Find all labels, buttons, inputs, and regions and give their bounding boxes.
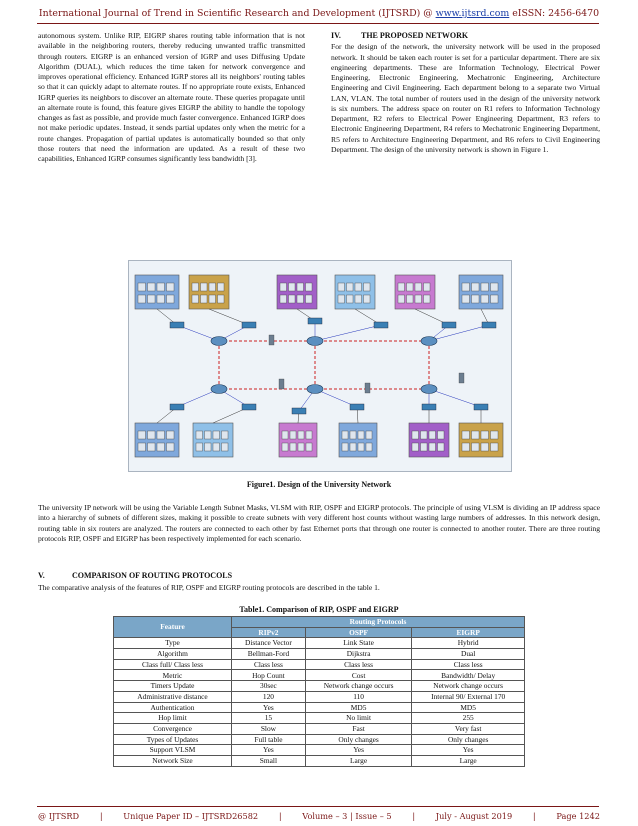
- pc-icon: [462, 443, 470, 451]
- pc-icon: [205, 431, 212, 439]
- section-5-title: COMPARISON OF ROUTING PROTOCOLS: [72, 571, 233, 580]
- pc-icon: [415, 283, 422, 291]
- pc-icon: [289, 295, 296, 303]
- footer-rule: [37, 806, 599, 807]
- value-cell: Yes: [412, 745, 525, 756]
- table-row: [114, 681, 525, 692]
- feature-cell: Timers Update: [114, 681, 232, 692]
- pc-icon: [167, 295, 175, 303]
- value-cell: 30sec: [232, 681, 306, 692]
- table-row: [114, 638, 525, 649]
- pc-icon: [167, 283, 175, 291]
- network-figure: [128, 260, 512, 472]
- value-cell: Slow: [232, 723, 306, 734]
- pc-icon: [213, 443, 220, 451]
- network-diagram: [129, 261, 511, 471]
- pc-icon: [462, 283, 470, 291]
- table-row: [114, 670, 525, 681]
- pc-icon: [429, 431, 436, 439]
- pc-icon: [358, 431, 364, 439]
- vlan-box: [135, 275, 179, 309]
- table-caption: Table1. Comparison of RIP, OSPF and EIGRP: [239, 605, 399, 614]
- router-icon: [421, 337, 437, 346]
- protocols-group-header: Routing Protocols: [232, 617, 525, 628]
- pc-icon: [192, 283, 199, 291]
- protocol-header: OSPF: [305, 627, 412, 638]
- vlan-box: [395, 275, 435, 309]
- pc-icon: [355, 283, 362, 291]
- pc-icon: [421, 443, 428, 451]
- table-row: [114, 734, 525, 745]
- pc-icon: [491, 295, 499, 303]
- switch-icon: [442, 322, 456, 328]
- pc-icon: [298, 431, 304, 439]
- value-cell: 110: [305, 691, 412, 702]
- pc-icon: [192, 295, 199, 303]
- pc-icon: [201, 295, 208, 303]
- pc-icon: [289, 283, 296, 291]
- pc-icon: [157, 443, 165, 451]
- page-footer: [38, 811, 600, 821]
- pc-icon: [222, 431, 229, 439]
- comparison-table: [113, 616, 525, 767]
- pc-icon: [472, 283, 480, 291]
- pc-icon: [218, 295, 225, 303]
- feature-cell: Administrative distance: [114, 691, 232, 702]
- footer-volume: Volume – 3 | Issue – 5: [302, 811, 392, 821]
- section-5-number: V.: [38, 571, 45, 580]
- pc-icon: [364, 283, 371, 291]
- pc-icon: [491, 443, 499, 451]
- table-row: [114, 745, 525, 756]
- pc-icon: [290, 431, 296, 439]
- pc-icon: [412, 431, 419, 439]
- pc-icon: [366, 431, 372, 439]
- value-cell: Only changes: [305, 734, 412, 745]
- value-cell: 120: [232, 691, 306, 702]
- switch-icon: [374, 322, 388, 328]
- server-icon: [279, 379, 284, 389]
- pc-icon: [138, 295, 146, 303]
- pc-icon: [472, 443, 480, 451]
- value-cell: Class less: [305, 659, 412, 670]
- switch-icon: [308, 318, 322, 324]
- pc-icon: [424, 283, 431, 291]
- switch-icon: [170, 404, 184, 410]
- router-icon: [307, 337, 323, 346]
- pc-icon: [157, 295, 165, 303]
- router-icon: [421, 385, 437, 394]
- value-cell: Yes: [305, 745, 412, 756]
- pc-icon: [415, 295, 422, 303]
- pc-icon: [167, 443, 175, 451]
- table-row: [114, 723, 525, 734]
- pc-icon: [306, 283, 313, 291]
- feature-cell: Network Size: [114, 755, 232, 766]
- vlan-box: [135, 423, 179, 457]
- pc-icon: [350, 443, 356, 451]
- value-cell: Network change occurs: [412, 681, 525, 692]
- pc-icon: [282, 443, 288, 451]
- value-cell: Class less: [232, 659, 306, 670]
- value-cell: Network change occurs: [305, 681, 412, 692]
- footer-separator: |: [532, 811, 536, 821]
- pc-icon: [148, 431, 156, 439]
- value-cell: Very fast: [412, 723, 525, 734]
- feature-cell: Type: [114, 638, 232, 649]
- server-icon: [459, 373, 464, 383]
- value-cell: Dijkstra: [305, 649, 412, 660]
- footer-separator: |: [99, 811, 103, 821]
- vlan-box: [189, 275, 229, 309]
- pc-icon: [298, 443, 304, 451]
- protocol-header: EIGRP: [412, 627, 525, 638]
- vlan-box: [459, 275, 503, 309]
- value-cell: Yes: [232, 702, 306, 713]
- vlsm-paragraph: The university IP network will be using the Variable Length Subnet Masks, VLSM with RIP, OSPF and EIGRP protocols. The principle of using VLSM is dividing an IP address space into a hierarchy of subnets of different sizes, making it possible to create subnets with very different host counts without wasting large numbers of addresses. In this network design, routing table in six routers are analyzed. The routers are connected to each other by fast Ethernet ports that through one router is connected to another router. There are three routing protocols RIP, OSPF and EIGRP has been respectively implemented for each scenario.: [38, 503, 600, 543]
- pc-icon: [306, 295, 313, 303]
- pc-icon: [282, 431, 288, 439]
- header-rule: [37, 23, 599, 24]
- value-cell: Yes: [232, 745, 306, 756]
- table-row: [114, 702, 525, 713]
- router-icon: [211, 337, 227, 346]
- value-cell: Class less: [412, 659, 525, 670]
- pc-icon: [424, 295, 431, 303]
- switch-icon: [482, 322, 496, 328]
- pc-icon: [222, 443, 229, 451]
- pc-icon: [347, 283, 354, 291]
- value-cell: MD5: [412, 702, 525, 713]
- switch-icon: [292, 408, 306, 414]
- table-row: [114, 755, 525, 766]
- footer-date: July - August 2019: [435, 811, 513, 821]
- journal-title: International Journal of Trend in Scientific Research and Development (IJTSRD) @: [38, 8, 436, 19]
- pc-icon: [350, 431, 356, 439]
- feature-cell: Types of Updates: [114, 734, 232, 745]
- figure-caption: Figure1. Design of the University Network: [246, 480, 392, 489]
- feature-header: Feature: [114, 617, 232, 638]
- section-4-text: For the design of the network, the university network will be used in the proposed network. It should be taken each router is set for a particular department. There are six engineering departments. These are Information Technology, Electrical Power Engineering, Electronic Engineering, Mechatronic Engineering, Architecture Engineering and Civil Engineering. Each department belong to a separate two Virtual LAN, VLAN. The total number of routers used in the design of the university network is six numbers. The address space on router on R1 refers to Information Technology Department, R2 refers to Electrical Power Engineering Department, R3 refers to Electronic Engineering Department, R4 refers to Mechatronic Engineering Department, R5 refers to Architecture Engineering Department, and R6 refers to Civil Engineering Department. The design of the university network is shown in Figure 1.: [331, 42, 600, 154]
- value-cell: Hop Count: [232, 670, 306, 681]
- value-cell: Internal 90/ External 170: [412, 691, 525, 702]
- pc-icon: [196, 443, 203, 451]
- pc-icon: [481, 283, 489, 291]
- switch-icon: [474, 404, 488, 410]
- vlan-box: [193, 423, 233, 457]
- pc-icon: [347, 295, 354, 303]
- feature-cell: Support VLSM: [114, 745, 232, 756]
- value-cell: Only changes: [412, 734, 525, 745]
- pc-icon: [157, 283, 165, 291]
- pc-icon: [148, 295, 156, 303]
- pc-icon: [412, 443, 419, 451]
- value-cell: 255: [412, 713, 525, 724]
- pc-icon: [438, 443, 445, 451]
- figure-background: [129, 261, 511, 471]
- feature-cell: Convergence: [114, 723, 232, 734]
- server-icon: [269, 335, 274, 345]
- right-column: [331, 31, 600, 155]
- section-5-text: The comparative analysis of the features of RIP, OSPF and EIGRP routing protocols are described in the table 1.: [38, 583, 380, 592]
- feature-cell: Algorithm: [114, 649, 232, 660]
- feature-cell: Authentication: [114, 702, 232, 713]
- pc-icon: [213, 431, 220, 439]
- pc-icon: [338, 283, 345, 291]
- pc-icon: [429, 443, 436, 451]
- pc-icon: [138, 443, 146, 451]
- journal-issn: eISSN: 2456-6470: [509, 8, 600, 19]
- pc-icon: [491, 431, 499, 439]
- switch-icon: [170, 322, 184, 328]
- value-cell: Large: [305, 755, 412, 766]
- pc-icon: [355, 295, 362, 303]
- left-column: [38, 31, 305, 164]
- pc-icon: [472, 431, 480, 439]
- router-icon: [211, 385, 227, 394]
- pc-icon: [280, 283, 287, 291]
- vlan-box: [459, 423, 503, 457]
- value-cell: Full table: [232, 734, 306, 745]
- pc-icon: [462, 431, 470, 439]
- vlan-box: [409, 423, 449, 457]
- switch-icon: [242, 404, 256, 410]
- pc-icon: [209, 283, 216, 291]
- table-row: [114, 659, 525, 670]
- footer-paper-id: Unique Paper ID – IJTSRD26582: [123, 811, 259, 821]
- value-cell: Bellman-Ford: [232, 649, 306, 660]
- pc-icon: [280, 295, 287, 303]
- table-row: [114, 691, 525, 702]
- footer-separator: |: [278, 811, 282, 821]
- pc-icon: [398, 295, 405, 303]
- pc-icon: [407, 295, 414, 303]
- section-4-heading: [331, 31, 600, 41]
- pc-icon: [138, 283, 146, 291]
- pc-icon: [481, 443, 489, 451]
- value-cell: Hybrid: [412, 638, 525, 649]
- pc-icon: [481, 431, 489, 439]
- pc-icon: [157, 431, 165, 439]
- value-cell: No limit: [305, 713, 412, 724]
- pc-icon: [358, 443, 364, 451]
- pc-icon: [297, 295, 304, 303]
- vlan-box: [335, 275, 375, 309]
- router-icon: [307, 385, 323, 394]
- pc-icon: [201, 283, 208, 291]
- pc-icon: [290, 443, 296, 451]
- pc-icon: [148, 283, 156, 291]
- left-column-text: autonomous system. Unlike RIP, EIGRP shares routing table information that is not available in the neighboring routers, thereby reducing unwanted traffic transmitted through routers. EIGRP is an enhanced version of IGRP and uses Diffusing Update Algorithm (DUAL), which reduces the time taken for network convergence and improves operational efficiency. Enhanced IGRP stores all its neighbors' routing tables so that it can quickly adapt to alternate routes. If no appropriate route exists, Enhanced IGRP queries its neighbors to discover an alternate route. These queries propagate until an alternate route is found, this feature gives EIGRP the ability to handle the topology changes as fast as possible, and provide much faster convergence. Enhanced IGRP does not make periodic updates. Instead, it sends partial updates only when the metric for a route changes. Propagation of partial updates is automatically bounded so that only those routers that need the information are updated. As a result of these two capabilities, Enhanced IGRP consumes significantly less bandwidth [3].: [38, 31, 305, 163]
- pc-icon: [472, 295, 480, 303]
- pc-icon: [167, 431, 175, 439]
- vlan-box: [339, 423, 377, 457]
- protocol-header: RIPv2: [232, 627, 306, 638]
- pc-icon: [306, 431, 312, 439]
- pc-icon: [421, 431, 428, 439]
- section-4-number: IV.: [331, 31, 341, 40]
- pc-icon: [297, 283, 304, 291]
- footer-separator: |: [412, 811, 416, 821]
- pc-icon: [205, 443, 212, 451]
- feature-cell: Class full/ Class less: [114, 659, 232, 670]
- pc-icon: [209, 295, 216, 303]
- pc-icon: [196, 431, 203, 439]
- section-5-heading: [38, 571, 232, 580]
- pc-icon: [398, 283, 405, 291]
- section-4-title: THE PROPOSED NETWORK: [361, 31, 469, 40]
- pc-icon: [438, 431, 445, 439]
- value-cell: Cost: [305, 670, 412, 681]
- feature-cell: Hop limit: [114, 713, 232, 724]
- value-cell: Large: [412, 755, 525, 766]
- pc-icon: [366, 443, 372, 451]
- vlan-box: [277, 275, 317, 309]
- pc-icon: [407, 283, 414, 291]
- pc-icon: [481, 295, 489, 303]
- table-row: [114, 713, 525, 724]
- switch-icon: [422, 404, 436, 410]
- server-icon: [365, 383, 370, 393]
- footer-brand: @ IJTSRD: [38, 811, 80, 821]
- pc-icon: [218, 283, 225, 291]
- feature-cell: Metric: [114, 670, 232, 681]
- value-cell: 15: [232, 713, 306, 724]
- pc-icon: [462, 295, 470, 303]
- value-cell: Fast: [305, 723, 412, 734]
- table-row: [114, 649, 525, 660]
- vlan-box: [279, 423, 317, 457]
- pc-icon: [491, 283, 499, 291]
- switch-icon: [350, 404, 364, 410]
- footer-page: Page 1242: [556, 811, 600, 821]
- value-cell: MD5: [305, 702, 412, 713]
- value-cell: Distance Vector: [232, 638, 306, 649]
- value-cell: Dual: [412, 649, 525, 660]
- pc-icon: [364, 295, 371, 303]
- pc-icon: [338, 295, 345, 303]
- table-body: [114, 638, 525, 766]
- journal-link[interactable]: www.ijtsrd.com: [435, 8, 510, 19]
- value-cell: Link State: [305, 638, 412, 649]
- pc-icon: [306, 443, 312, 451]
- value-cell: Small: [232, 755, 306, 766]
- running-header: [0, 8, 638, 19]
- pc-icon: [342, 431, 348, 439]
- value-cell: Bandwidth/ Delay: [412, 670, 525, 681]
- pc-icon: [148, 443, 156, 451]
- pc-icon: [138, 431, 146, 439]
- pc-icon: [342, 443, 348, 451]
- switch-icon: [242, 322, 256, 328]
